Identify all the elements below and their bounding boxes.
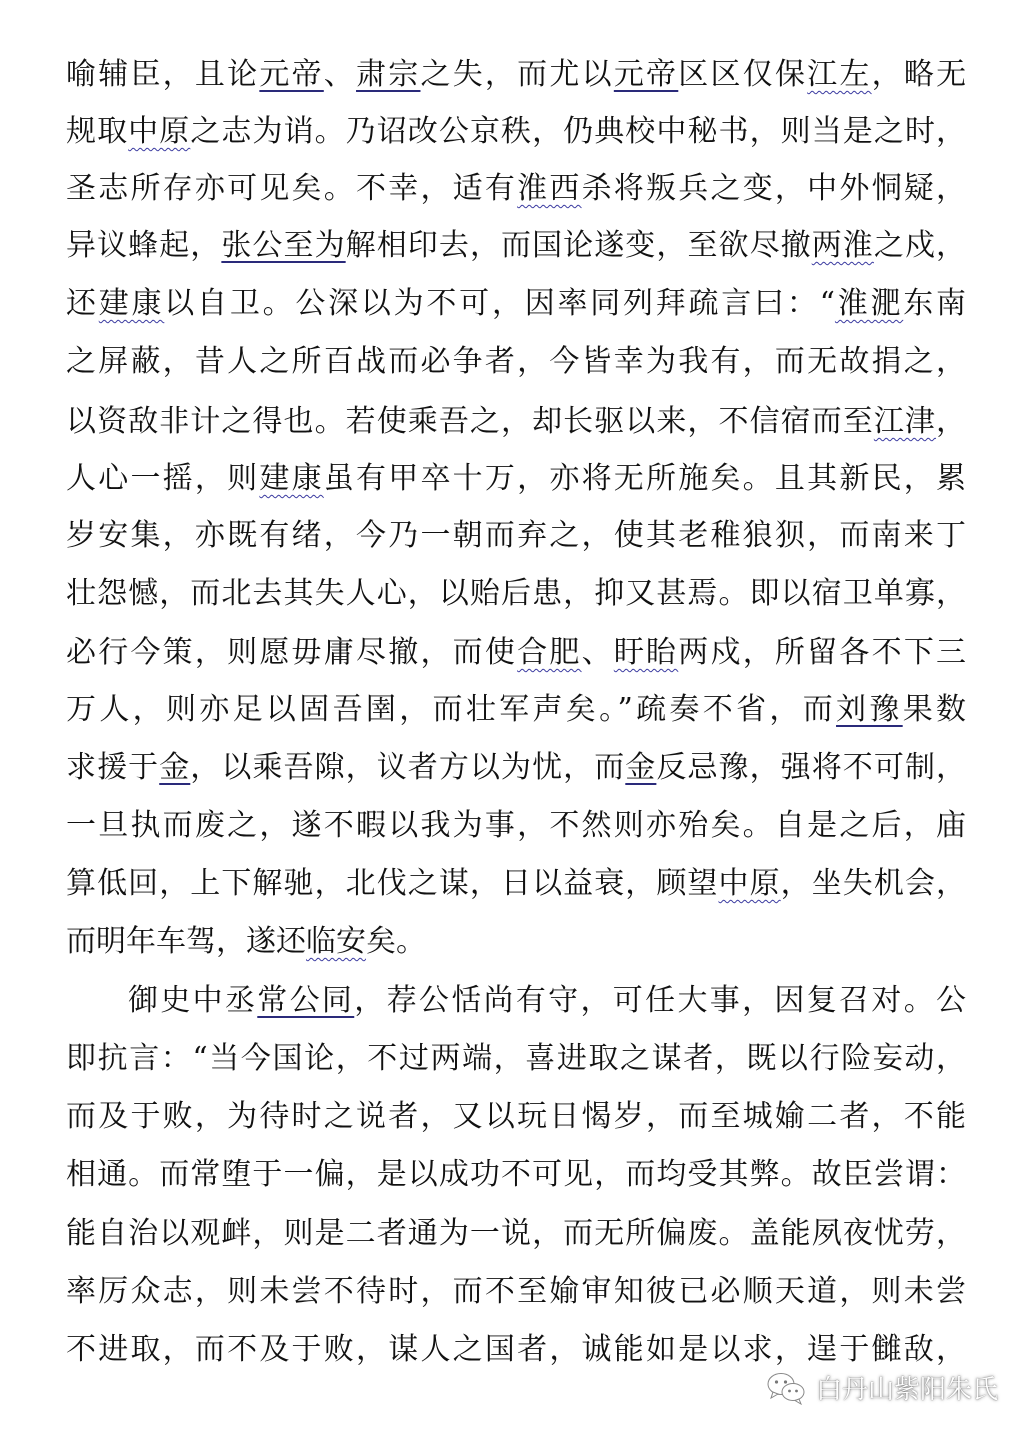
text-run: ， (936, 404, 967, 439)
text-line (66, 217, 966, 275)
text-run: 解相印去，而国论遂变，至欲尽撤 (345, 228, 812, 263)
underlined-name: 元帝 (613, 57, 679, 92)
text-run: 壮怨憾，而北去其失人心，以贻后患，抑又甚焉。即以宿卫单寡， (66, 576, 966, 611)
text-run: 即抗言：“当今国论，不过两端，喜进取之谋者，既以行险妄动， (66, 1041, 966, 1076)
text-run: ，略无 (871, 57, 967, 92)
place-name: 淮西 (517, 171, 582, 206)
underlined-name: 肃宗 (356, 57, 421, 92)
text-run: 异议蜂起， (66, 228, 222, 263)
text-run: 还 (66, 286, 99, 321)
text-run: 能自治以观衅，则是二者通为一说，而无所偏废。盖能夙夜忧劳， (66, 1216, 966, 1251)
place-name: 两淮 (811, 228, 874, 263)
text-run: 果数 (902, 692, 967, 727)
text-line (66, 797, 966, 855)
wechat-icon (766, 1371, 806, 1405)
place-name: 淮淝 (834, 286, 904, 321)
text-line (66, 160, 966, 218)
underlined-name: 刘豫 (836, 692, 903, 727)
text-line (128, 972, 966, 1030)
text-run: 反忌豫，强将不可制， (656, 750, 967, 785)
text-run: 求援于 (66, 750, 160, 785)
text-line (66, 103, 966, 161)
text-line (66, 1205, 966, 1263)
text-run: 区区仅保 (678, 57, 808, 92)
place-name: 建康 (98, 286, 165, 321)
text-line (66, 855, 966, 913)
text-run: 万人，则亦足以固吾圉，而壮军声矣。”疏奏不省，而 (66, 692, 837, 727)
text-line (66, 275, 966, 333)
text-run: 之戍， (873, 228, 967, 263)
text-run: 率厉众志，则未尝不待时，而不至媮审知彼已必顺天道，则未尝 (66, 1274, 966, 1309)
place-name: 盱眙 (613, 635, 679, 670)
text-run: ，以乘吾隙，议者方以为忧，而 (190, 750, 626, 785)
text-line (66, 681, 966, 739)
place-name: 中原 (128, 114, 191, 149)
text-line (66, 507, 966, 565)
place-name: 江津 (873, 404, 937, 439)
watermark (766, 1369, 998, 1406)
text-run: 虽有甲卒十万，亦将无所施矣。且其新民，累 (323, 461, 967, 496)
underlined-name: 常公同 (257, 983, 355, 1018)
text-run: 岁安集，亦既有绪，今乃一朝而弃之，使其老稚狼狈，而南来丁 (66, 518, 966, 553)
text-line (66, 333, 966, 391)
text-run: 规取 (66, 114, 129, 149)
text-line (66, 393, 966, 451)
text-run: 、 (323, 57, 357, 92)
place-name: 江左 (807, 57, 872, 92)
text-run: 圣志所存亦可见矣。不幸，适有 (66, 171, 518, 206)
text-line (66, 624, 966, 682)
text-run: 而明年车驾，遂还 (66, 924, 306, 959)
text-run: 之失，而尤以 (420, 57, 614, 92)
text-run: 矣。 (366, 924, 426, 959)
text-run: 而及于败，为待时之说者，又以玩日愒岁，而至城媮二者，不能 (66, 1099, 966, 1134)
underlined-name: 金 (159, 750, 191, 785)
text-run: 东南 (903, 286, 966, 321)
text-run: 喻辅臣，且论 (66, 57, 260, 92)
text-line (66, 739, 966, 797)
text-run: 两戍，所留各不下三 (678, 635, 967, 670)
text-run: 以资敌非计之得也。若使乘吾之，却长驱以来，不信宿而至 (66, 404, 874, 439)
text-run: 不进取，而不及于败，谋人之国者，诚能如是以求，逞于雠敌， (66, 1332, 966, 1367)
text-run: ，坐失机会， (780, 866, 967, 901)
text-run: 一旦执而废之，遂不暇以我为事，不然则亦殆矣。自是之后，庙 (66, 808, 966, 843)
underlined-name: 张公至为 (221, 228, 346, 263)
place-name: 合肥 (517, 635, 582, 670)
underlined-name: 金 (625, 750, 657, 785)
text-run: 之志为诮。乃诏改公京秩，仍典校中秘书，则当是之时， (190, 114, 967, 149)
place-name: 临安 (306, 924, 366, 959)
text-run: 御史中丞 (128, 983, 258, 1018)
text-line (66, 46, 966, 104)
text-run: 人心一摇，则 (66, 461, 260, 496)
text-run: 相通。而常堕于一偏，是以成功不可见，而均受其弊。故臣尝谓： (66, 1157, 966, 1192)
text-run: 以自卫。公深以为不可，因率同列拜疏言曰：“ (164, 286, 835, 321)
text-line (66, 1030, 966, 1088)
place-name: 中原 (718, 866, 781, 901)
text-run: 杀将叛兵之变，中外恫疑， (581, 171, 967, 206)
text-run: ，荐公恬尚有守，可任大事，因复召对。公 (354, 983, 967, 1018)
underlined-name: 元帝 (259, 57, 324, 92)
watermark-text: 白丹山紫阳朱氏 (815, 1375, 998, 1405)
text-line (66, 913, 966, 971)
text-line (66, 1088, 966, 1146)
text-line (66, 450, 966, 508)
text-line (66, 565, 966, 623)
text-run: 、 (581, 635, 614, 670)
text-run: 必行今策，则愿毋庸尽撤，而使 (66, 635, 518, 670)
text-run: 算低回，上下解驰，北伐之谋，日以益衰，顾望 (66, 866, 719, 901)
place-name: 建康 (259, 461, 324, 496)
text-line (66, 1263, 966, 1321)
text-line (66, 1146, 966, 1204)
text-run: 之屏蔽，昔人之所百战而必争者，今皆幸为我有，而无故捐之， (66, 344, 966, 379)
